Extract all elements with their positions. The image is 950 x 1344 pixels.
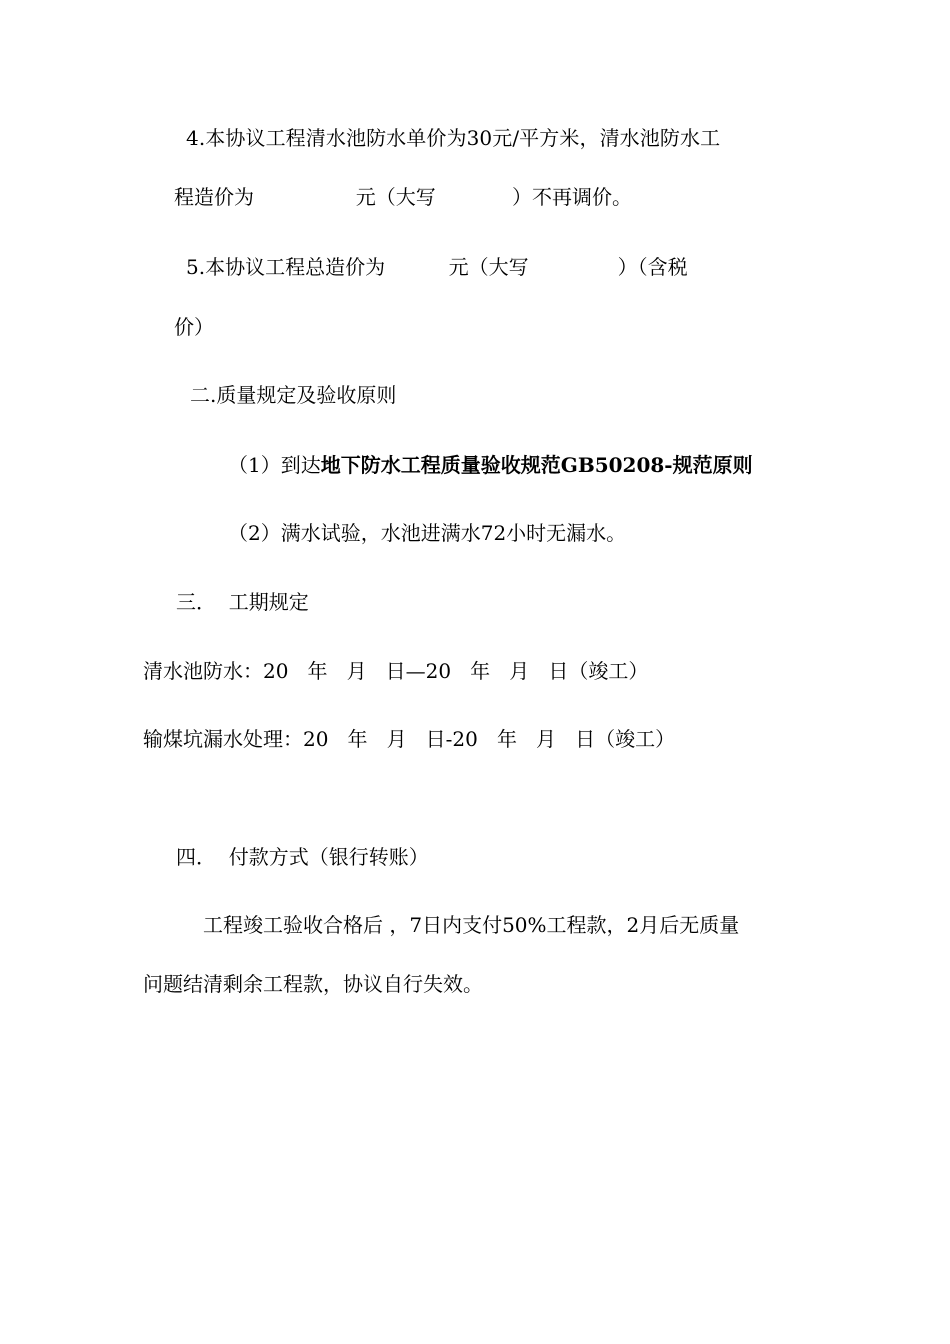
quality-item1-prefix: （1）到达 [228, 453, 321, 477]
quality-item2: （2）满水试验，水池进满水72小时无漏水。 [228, 521, 627, 545]
payment-para-line1: 工程竣工验收合格后 ，7日内支付50%工程款，2月后无质量 [203, 913, 740, 937]
section2-heading: 二.质量规定及验收原则 [190, 383, 397, 407]
section4-heading: 四． 付款方式（银行转账） [176, 845, 429, 869]
item5-line2: 价） [174, 315, 214, 339]
quality-item1-standard: 地下防水工程质量验收规范GB50208-规范原则 [320, 453, 753, 477]
payment-para-line2: 问题结清剩余工程款，协议自行失效。 [143, 972, 483, 996]
section3-heading: 三． 工期规定 [176, 590, 309, 614]
schedule-clear-water-pool: 清水池防水：20 年 月 日—20 年 月 日（竣工） [143, 659, 649, 683]
quality-item1 [228, 453, 753, 477]
item5-line1: 5.本协议工程总造价为 元（大写 ）（含税 [186, 255, 688, 279]
item4-line2: 程造价为 元（大写 ）不再调价。 [174, 185, 633, 209]
item4-line1: 4.本协议工程清水池防水单价为30元/平方米，清水池防水工 [186, 126, 721, 150]
schedule-coal-pit: 输煤坑漏水处理：20 年 月 日-20 年 月 日（竣工） [143, 727, 676, 751]
